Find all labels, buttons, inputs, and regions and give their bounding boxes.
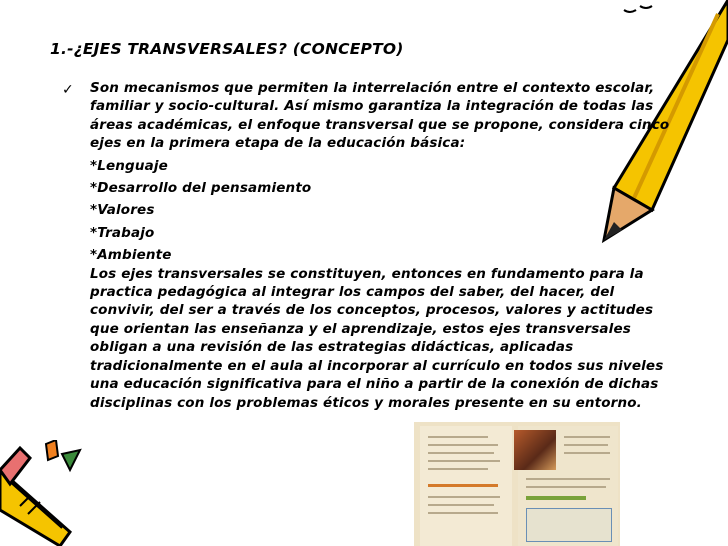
page-title: 1.-¿EJES TRANSVERSALES? (CONCEPTO) bbox=[50, 40, 404, 58]
axis-item-ambiente: *Ambiente bbox=[90, 247, 172, 264]
checkmark-bullet-icon: ✓ bbox=[62, 82, 74, 98]
closing-paragraph: Los ejes transversales se constituyen, entonces en fundamento para la practica pedagógica al integrar los campos del saber, del hacer, del convivir, del ser a través de los conceptos, procesos, valores y actitudes que orientan las enseñanza y el aprendizaje, estos ejes transversales obligan a una revisión de las estrategias didácticas, aplicadas tradicionalmente en el aula al incorporar al currículo en todos sus niveles una educación significativa para el niño a partir de la conexión de dichas disciplinas con los problemas éticos y morales presente en su entorno. bbox=[90, 265, 664, 411]
axis-item-valores: *Valores bbox=[90, 202, 155, 219]
content-block bbox=[90, 79, 670, 412]
axis-item-trabajo: *Trabajo bbox=[90, 224, 155, 241]
axis-item-lenguaje: *Lenguaje bbox=[90, 157, 168, 174]
pencil-clipart-bottom-left bbox=[0, 440, 84, 546]
textbook-photo bbox=[414, 422, 620, 546]
intro-paragraph: Son mecanismos que permiten la interrelación entre el contexto escolar, familiar y socio-cultural. Así mismo garantiza la integración de todas las áreas académicas, el enfoque transversal que se propone, considera cinco ejes en la primera etapa de la educación básica: bbox=[90, 80, 670, 152]
axis-item-pensamiento: *Desarrollo del pensamiento bbox=[90, 180, 312, 197]
